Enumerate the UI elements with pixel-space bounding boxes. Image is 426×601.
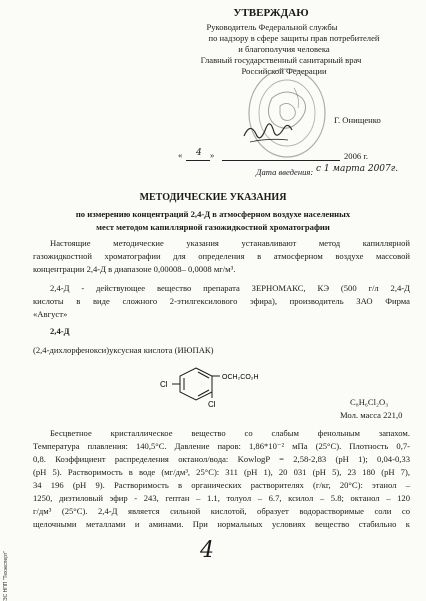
date-day-underline [186,160,210,161]
structure-cl-left: Cl [160,380,168,389]
approval-title: УТВЕРЖДАЮ [233,7,309,19]
paragraph-1-line-3: концентрации 2,4-Д в диапазоне 0,00008– 0,0008 мг/м³. [33,264,236,274]
paragraph-1-line-1: Настоящие методические указания устанавливают метод капиллярной [50,238,410,248]
date-year: 2006 г. [344,151,369,161]
paragraph-1-line-2: газожидкостной хроматографии для определения в атмосферном воздухе массовой [33,251,410,261]
signature [240,118,300,148]
signatory-name: Г. Онищенко [334,115,381,125]
paragraph-2-line-3: «Август» [33,309,68,319]
approval-line-4: Главный государственный санитарный врач [200,55,362,65]
date-month-underline [222,160,340,161]
molecular-formula: C₈H₆Cl₂O₃ [350,397,389,407]
approval-line-1: Руководитель Федеральной службы [206,22,338,32]
paragraph-2-line-2: кислоты в виде сложного 2-этилгексилового эфира), производитель ЗАО Фирма [33,296,410,306]
structure-side-chain: OCH₂CO₂H [222,374,259,381]
compound-code: 2,4-Д [50,326,70,336]
document-title: МЕТОДИЧЕСКИЕ УКАЗАНИЯ [139,192,287,203]
intro-date-handwritten: с 1 марта 2007г. [316,164,399,174]
paragraph-3-line-8: щелочными металлами и аминами. При нормальных условиях вещество стабильно к [33,519,410,529]
date-close-quote: » [210,150,215,160]
paragraph-3-line-5: 34 196 (pH 9). Растворимость в органических растворителях (г/кг, 20°С): этанол – [33,480,410,490]
paragraph-3-line-7: г/дм³ (25°С). 2,4-Д является сильной кислотой, образует водорастворимые соли со [33,506,410,516]
paragraph-2-line-1: 2,4-Д - действующее вещество препарата ЗЕРНОМАКС, КЭ (500 г/л 2,4-Д [50,283,410,293]
paragraph-3-line-1: Бесцветное кристаллическое вещество со слабым фенольным запахом. [50,428,410,438]
paragraph-3-line-3: 0,8. Коэффициент распределения октанол/вода: KowlogP = 2,58-2,83 (pH 1); 0,04-0,33 [33,454,410,464]
intro-date-label: Дата введения: [256,167,314,177]
document-subtitle-1: по измерению концентраций 2,4-Д в атмосферном воздухе населенных [75,209,351,219]
paragraph-3-line-6: 1250, диэтиловый эфир - 243, гептан – 1.1, толуол – 6.7, ксилол – 5.8; октанол – 120 [33,493,410,503]
side-watermark: ЭС НПП "Техэксперт" [3,550,9,601]
paragraph-3-line-2: Температура плавления: 140,5°С. Давление паров: 1,86*10⁻² мПа (25°С). Плотность 0,7- [33,441,410,451]
document-subtitle-2: мест методом капиллярной газожидкостной хроматографии [96,222,330,232]
structure-cl-bottom: Cl [208,400,216,408]
paragraph-3-line-4: (pH 5). Растворимость в воде (мг/дм³, 25°С): 311 (pH 1), 20 031 (pH 5), 23 180 (pH 7), [33,467,410,477]
official-seal [232,58,352,168]
date-open-quote: « [178,150,183,160]
structural-formula [140,362,280,408]
approval-line-3: и благополучия человека [238,44,330,54]
approval-line-2: по надзору в сфере защиты прав потребителей [208,33,380,43]
compound-name: (2,4-дихлорфенокси)уксусная кислота (ИЮПАК) [33,345,214,355]
page-number: 4 [200,538,214,563]
date-day: 4 [196,148,202,158]
molar-mass: Мол. масса 221,0 [340,410,403,420]
approval-line-5: Российской Федерации [241,66,327,76]
